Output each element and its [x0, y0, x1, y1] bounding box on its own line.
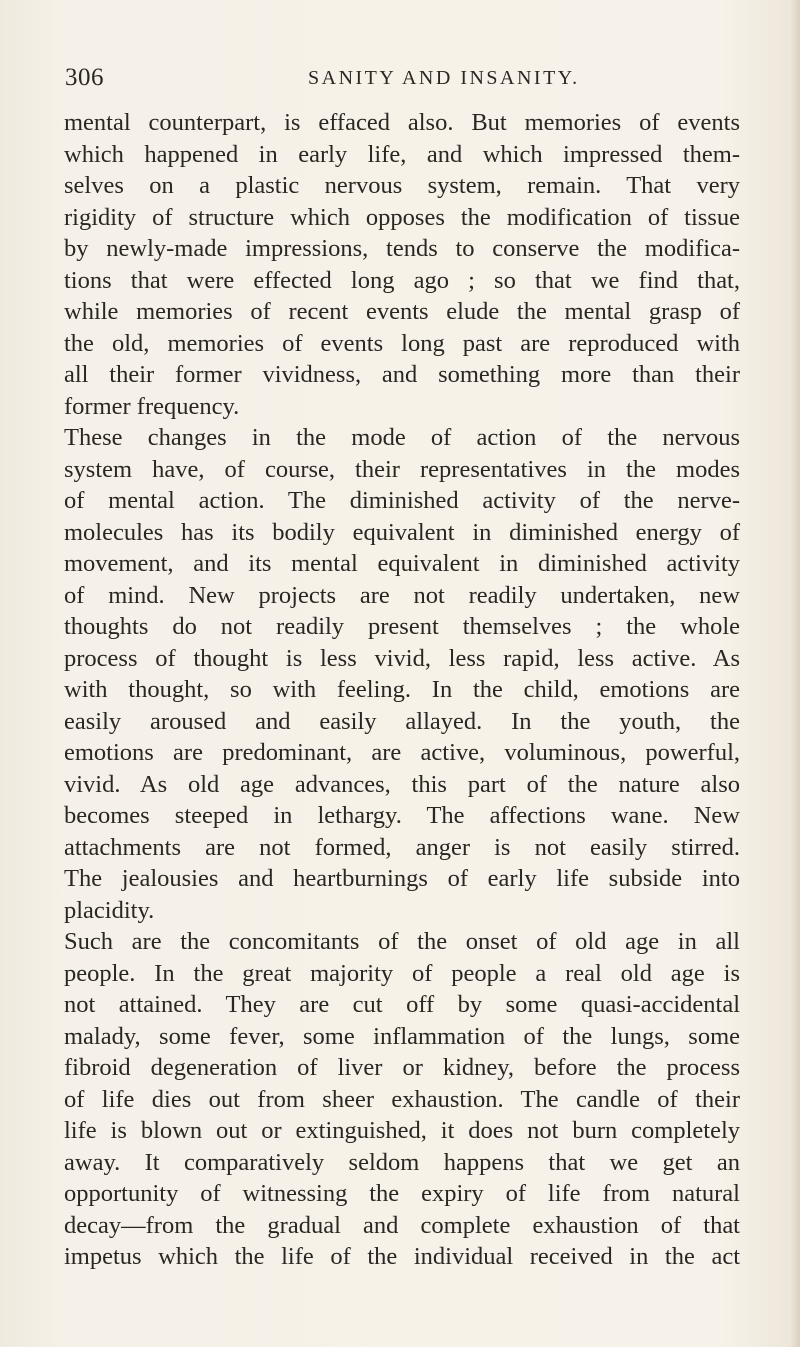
text-line: opportunity of witnessing the expiry of life from natural	[64, 1180, 740, 1207]
text-line: of life dies out from sheer exhaustion. The candle of their	[64, 1085, 740, 1113]
text-line: process of thought is less vivid, less rapid, less active. As	[64, 644, 740, 672]
text-line: thoughts do not readily present themselves ; the whole	[64, 613, 740, 640]
text-line: fibroid degeneration of liver or kidney, before the process	[64, 1054, 740, 1081]
text-line: easily aroused and easily allayed. In the youth, the	[64, 707, 740, 735]
text-line: former frequency.	[64, 392, 240, 420]
text-line: becomes steeped in lethargy. The affections wane. New	[64, 802, 740, 829]
text-line: by newly-made impressions, tends to conserve the modifica-	[64, 235, 740, 262]
text-line: the old, memories of events long past are reproduced with	[64, 329, 740, 357]
text-line: all their former vividness, and something more than their	[64, 361, 740, 388]
text-line: impetus which the life of the individual received in the act	[64, 1243, 740, 1270]
text-line: These changes in the mode of action of the nervous	[64, 424, 740, 451]
text-line: vivid. As old age advances, this part of the nature also	[64, 770, 740, 798]
body-text	[64, 107, 740, 1273]
text-line: rigidity of structure which opposes the modification of tissue	[64, 203, 740, 231]
text-line: mental counterpart, is effaced also. But memories of events	[64, 109, 740, 136]
text-line: with thought, so with feeling. In the child, emotions are	[64, 676, 740, 703]
page-number: 306	[65, 64, 104, 91]
text-line: emotions are predominant, are active, voluminous, powerful,	[64, 739, 740, 766]
text-line: molecules has its bodily equivalent in diminished energy of	[64, 518, 740, 546]
text-line: of mental action. The diminished activity of the nerve-	[64, 487, 740, 514]
running-title: SANITY AND INSANITY.	[308, 67, 580, 89]
text-line: not attained. They are cut off by some quasi-accidental	[64, 991, 740, 1018]
text-line: system have, of course, their representatives in the modes	[64, 455, 740, 483]
text-line: away. It comparatively seldom happens that we get an	[64, 1148, 740, 1176]
text-line: which happened in early life, and which impressed them-	[64, 140, 740, 168]
text-line: Such are the concomitants of the onset of old age in all	[64, 928, 740, 955]
text-line: selves on a plastic nervous system, remain. That very	[64, 172, 740, 199]
text-line: tions that were effected long ago ; so that we find that,	[64, 266, 740, 294]
text-line: life is blown out or extinguished, it does not burn completely	[64, 1117, 740, 1144]
text-line: while memories of recent events elude the mental grasp of	[64, 298, 740, 325]
text-line: placidity.	[64, 896, 155, 924]
text-line: people. In the great majority of people a real old age is	[64, 959, 740, 987]
page-edge-shadow	[790, 0, 800, 1347]
text-line: malady, some fever, some inflammation of the lungs, some	[64, 1022, 740, 1050]
running-head	[0, 64, 800, 94]
text-line: movement, and its mental equivalent in diminished activity	[64, 550, 740, 577]
text-line: The jealousies and heartburnings of early life subside into	[64, 865, 740, 892]
text-line: of mind. New projects are not readily undertaken, new	[64, 581, 740, 609]
text-line: attachments are not formed, anger is not easily stirred.	[64, 833, 740, 861]
text-line: decay—from the gradual and complete exhaustion of that	[64, 1211, 740, 1239]
